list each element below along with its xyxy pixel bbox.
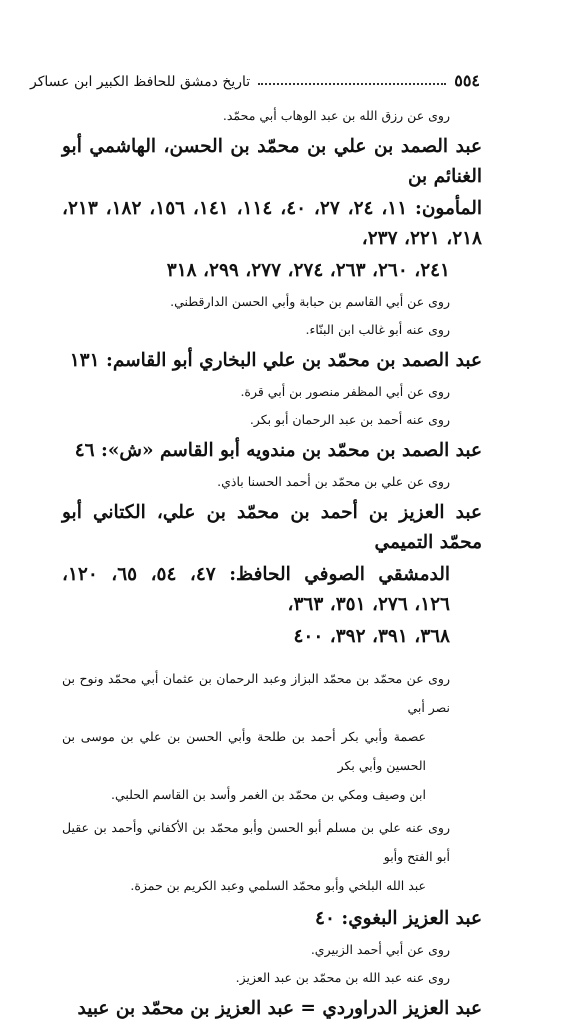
entry-narration [62, 664, 482, 809]
entry-heading-line: ٣٦٨، ٣٩١، ٣٩٢، ٤٠٠ [293, 626, 450, 647]
entry-heading-line: عبد الصمد بن علي بن محمّد بن الحسن، الهاشمي أبو الغنائم بن [62, 136, 482, 187]
entry-narration: روى عن رزق الله بن عبد الوهاب أبي محمّد. [222, 108, 450, 123]
entry-narration: روى عن أبي المظفر منصور بن أبي قرة. [240, 384, 450, 399]
entry-heading: عبد الصمد بن محمّد بن مندويه أبو القاسم «ش»: ٤٦ [74, 440, 482, 461]
dotted-leader [258, 83, 446, 85]
entry-heading [62, 498, 482, 558]
entry-heading [62, 132, 482, 192]
entry-heading-line: ٢٤١، ٢٦٠، ٢٦٣، ٢٧٤، ٢٧٧، ٢٩٩، ٣١٨ [166, 260, 450, 281]
entry-heading-line: المأمون: ١١، ٢٤، ٢٧، ٤٠، ١١٤، ١٤١، ١٥٦، ١٨٢، ٢١٣، ٢١٨، ٢٢١، ٢٣٧، [62, 198, 483, 249]
spacer [62, 654, 482, 660]
entry-heading: عبد العزيز الدراوردي = عبد العزيز بن محمّد بن عبيد [77, 998, 482, 1019]
index-entries [62, 100, 482, 1026]
entry-narration [62, 813, 482, 900]
entry-heading: عبد الصمد بن محمّد بن علي البخاري أبو القاسم: ١٣١ [69, 350, 482, 371]
entry-narration: روى عن أبي أحمد الزبيري. [310, 942, 450, 957]
entry-narration: روى عن أبي القاسم بن حبابة وأبي الحسن الدارقطني. [170, 294, 450, 309]
entry-page-refs [62, 622, 482, 652]
entry-narration: روى عنه عبد الله بن محمّد بن عبد العزيز. [235, 970, 450, 985]
entry-narration: روى عنه أبو غالب ابن البنّاء. [305, 322, 450, 337]
narration-line: روى عنه علي بن مسلم أبو الحسن وأبو محمّد بن الأكفاني وأحمد بن عقيل أبو الفتح وأبو [62, 820, 450, 864]
page-number: ٥٥٤ [454, 71, 480, 90]
entry-narration: روى عنه أحمد بن عبد الرحمان أبو بكر. [249, 412, 450, 427]
narration-line: عبد الله البلخي وأبو محمّد السلمي وعبد الكريم بن حمزة. [130, 878, 426, 893]
narration-line: ابن وصيف ومكي بن محمّد بن الغمر وأسد بن القاسم الحلبي. [111, 787, 426, 802]
narration-line: روى عن محمّد بن محمّد البزاز وعبد الرحمان بن عثمان أبي محمّد ونوح بن نصر أبي [62, 671, 450, 715]
entry-heading-line: عبد العزيز بن أحمد بن محمّد بن علي، الكتاني أبو محمّد التميمي [62, 502, 482, 553]
running-title: تاريخ دمشق للحافظ الكبير ابن عساكر [30, 74, 251, 90]
narration-line: عصمة وأبي بكر أحمد بن طلحة وأبي الحسن بن علي بن موسى بن الحسين وأبي بكر [62, 729, 426, 773]
entry-page-refs [62, 560, 482, 620]
entry-page-refs [62, 256, 482, 286]
entry-narration: روى عن علي بن محمّد بن أحمد الحسنا باذي. [217, 474, 450, 489]
entry-heading-line: الدمشقي الصوفي الحافظ: ٤٧، ٥٤، ٦٥، ١٢٠، ١٢٦، ٢٧٦، ٣٥١، ٣٦٣، [62, 564, 451, 615]
entry-heading: عبد العزيز البغوي: ٤٠ [315, 908, 482, 929]
entry-page-refs [62, 194, 482, 254]
running-header [30, 64, 480, 90]
